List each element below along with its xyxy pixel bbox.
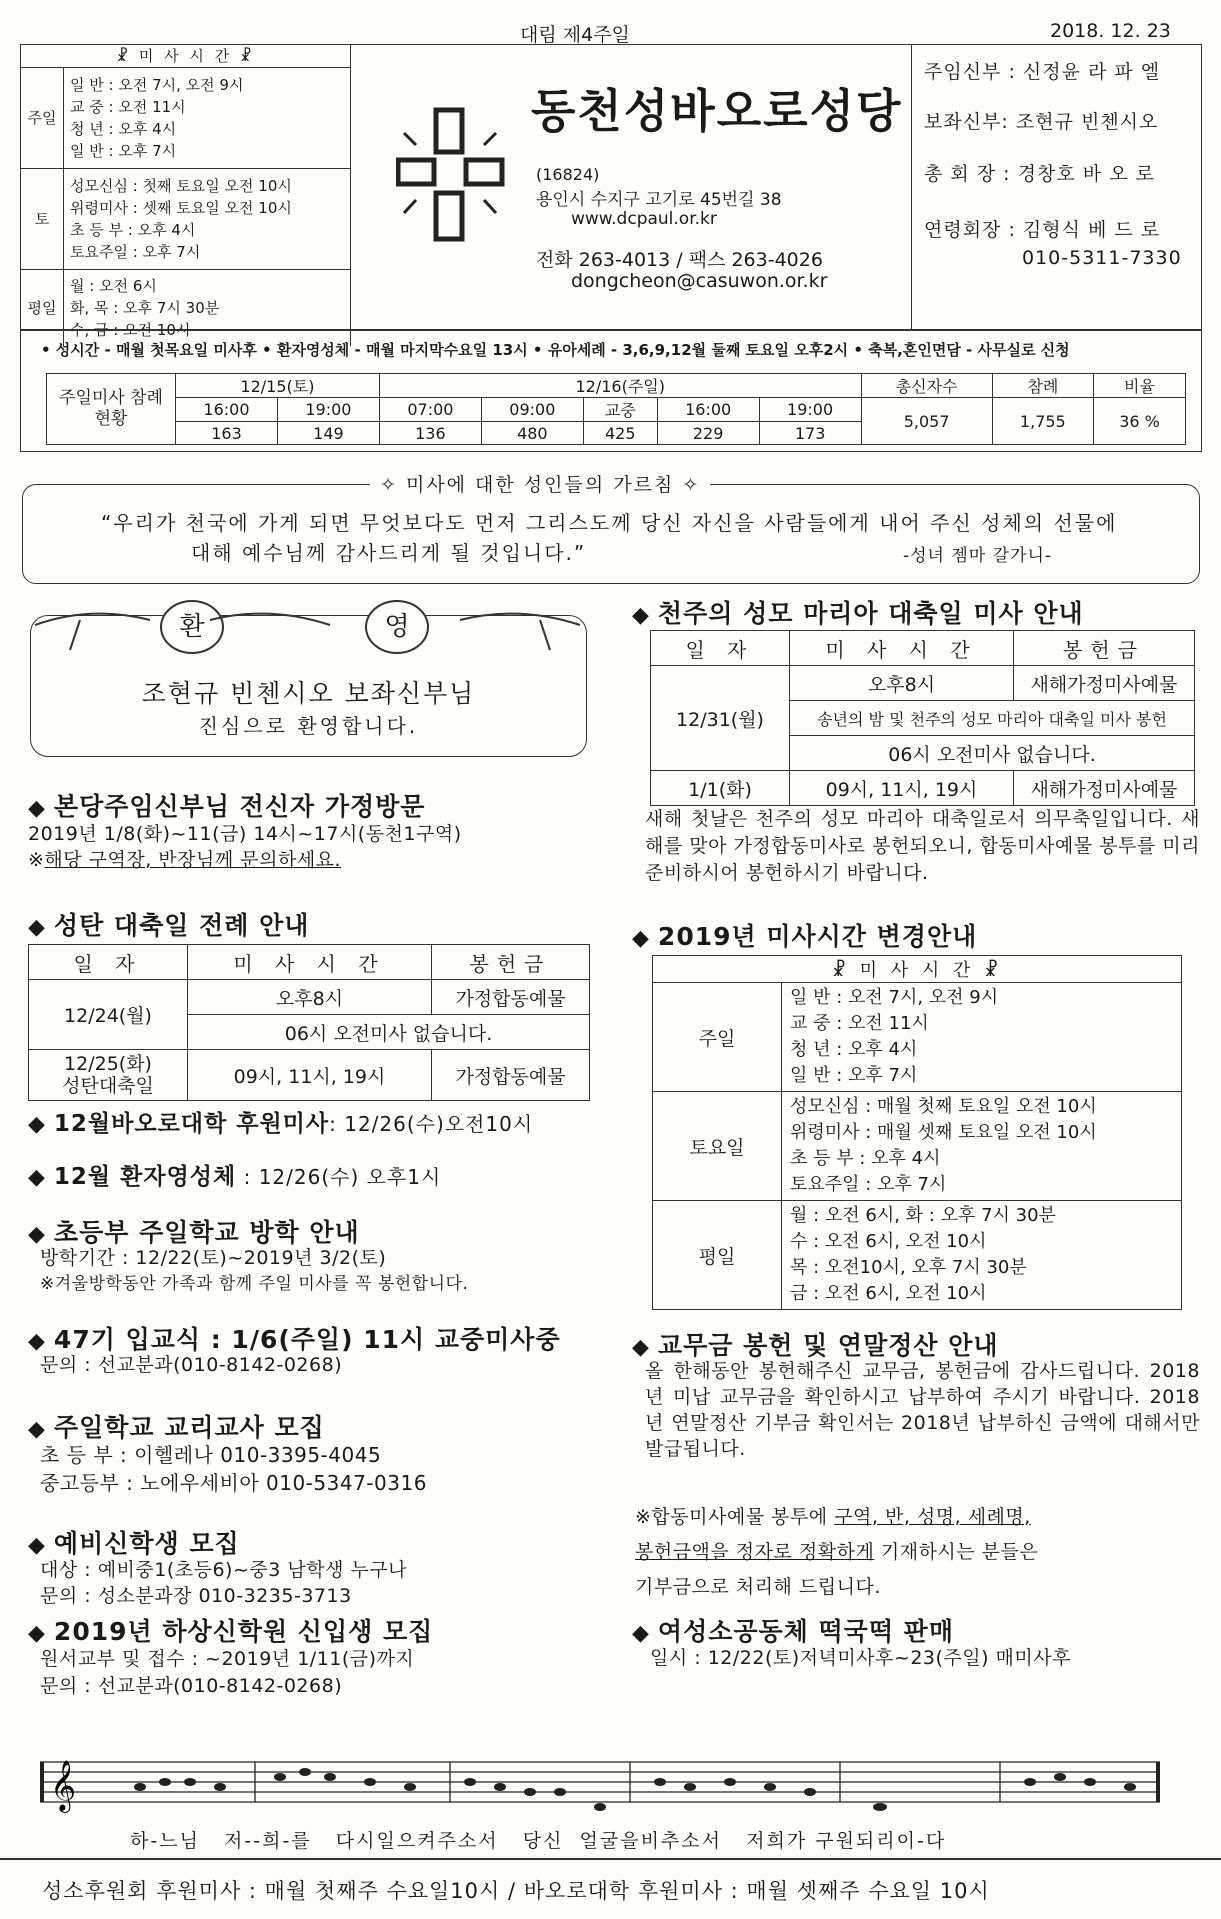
mass-time: 09:00 (481, 398, 583, 422)
mary-title-text: 천주의 성모 마리아 대축일 미사 안내 (657, 599, 1084, 628)
schedule-line: 토요주일 : 오후 7시 (70, 243, 201, 261)
prelim-line1: 대상 : 예비중1(초등6)~중3 남학생 누구나 (40, 1559, 408, 1581)
seminary-line1: 원서교부 및 접수 : ~2019년 1/11(금)까지 (40, 1648, 415, 1670)
schedule-line: 수 : 오전 6시, 오전 10시 (790, 1231, 987, 1252)
mass-schedule-table (21, 45, 351, 346)
univ-title: 12월바오로대학 후원미사 (53, 1111, 330, 1137)
diamond-icon: ◆ (28, 1533, 46, 1558)
schedule-line: 위령미사 : 셋째 토요일 오전 10시 (70, 199, 292, 217)
sick-title: 12월 환자영성체 (53, 1164, 237, 1190)
schedule-line: 성모신심 : 매월 첫째 토요일 오전 10시 (790, 1096, 1097, 1117)
time-cell: 06시 오전미사 없습니다. (790, 736, 1195, 771)
mass-time: 16:00 (657, 398, 759, 422)
newtimes-title (632, 917, 977, 953)
date-cell: 12/24(월) (29, 980, 188, 1050)
schedule-line: 초 등 부 : 오후 4시 (70, 221, 196, 239)
time-cell: 오후8시 (790, 666, 1014, 701)
time-cell: 09시, 11시, 19시 (790, 771, 1014, 806)
dues-note-text: 기재하시는 분들은 (874, 1541, 1039, 1563)
teachers-line1: 초 등 부 : 이헬레나 010-3395-4045 (40, 1443, 382, 1467)
welcome-name: 조현규 빈첸시오 보좌신부님 (141, 679, 476, 708)
visit-title-text: 본당주임신부님 전신자 가정방문 (53, 792, 426, 821)
saturday-label: 토 (21, 169, 64, 270)
christmas-title (28, 906, 309, 942)
visit-note: 해당 구역장, 반장님께 문의하세요. (44, 849, 342, 871)
col-offering: 봉헌금 (1014, 631, 1195, 666)
time-cell: 06시 오전미사 없습니다. (188, 1015, 590, 1050)
date-cell (29, 1050, 188, 1101)
notices-bar: • 성시간 - 매월 첫목요일 미사후 • 환자영성체 - 매월 마지막수요일 13시 • 유아세례 - 3,6,9,12월 둘째 토요일 오후2시 • 축복,혼인면담 - 사무실로 신청 (41, 341, 1070, 359)
weekday-label: 평일 (21, 270, 64, 347)
masthead (20, 44, 1202, 339)
visit-line2 (28, 848, 341, 873)
prelim-title (28, 1524, 240, 1560)
mass-time: 19:00 (759, 398, 861, 422)
diamond-icon: ◆ (632, 1335, 650, 1360)
dues-note-underlined: 구역, 반, 성명, 세례명, (834, 1506, 1031, 1528)
newtimes-title-text: 2019년 미사시간 변경안내 (657, 922, 978, 951)
dues-paragraph: 올 한해동안 봉헌해주신 교무금, 봉헌금에 감사드립니다. 2018년 미납 교무금을 확인하시고 납부하여 주시기 바랍니다. 2018년 연말정산 기부금 확인서는 2018년 납부하신 금액에 대해서만 발급됩니다. (645, 1360, 1200, 1460)
teachers-title (28, 1408, 325, 1444)
welcome-message: 진심으로 환영합니다. (198, 714, 419, 738)
col-offering: 봉헌금 (432, 945, 590, 980)
newtimes-header: ☧ 미 사 시 간 ☧ (653, 956, 1182, 983)
weekday-label: 평일 (653, 1201, 782, 1310)
time-cell: 송년의 밤 및 천주의 성모 마리아 대축일 미사 봉헌 (790, 701, 1195, 736)
diamond-icon: ◆ (28, 1417, 46, 1442)
staff-list (911, 45, 1202, 329)
dues-note-text: 기부금으로 처리해 드립니다. (635, 1576, 881, 1598)
diamond-icon: ◆ (28, 1621, 46, 1646)
mass-time: 16:00 (176, 398, 278, 422)
dues-title (632, 1326, 999, 1362)
col-time: 미 사 시 간 (188, 945, 432, 980)
offering-cell: 가정합동예물 (432, 1050, 590, 1101)
sick-section (28, 1158, 441, 1191)
website-link[interactable]: www.dcpaul.or.kr (571, 209, 717, 229)
ricecake-line1: 일시 : 12/22(토)저녁미사후~23(주일) 매미사후 (650, 1647, 1071, 1669)
svg-text:𝄞: 𝄞 (50, 1760, 77, 1811)
schedule-line: 토요주일 : 오후 7시 (790, 1174, 947, 1195)
diamond-icon: ◆ (28, 1112, 46, 1137)
attend-label: 참례 (992, 374, 1093, 398)
attendance-day: 12/15(토) (176, 374, 380, 398)
univ-detail: : 12/26(수)오전10시 (329, 1112, 534, 1136)
diamond-icon: ◆ (28, 1165, 46, 1190)
assistant-priest: 보좌신부: 조현규 빈첸시오 (924, 111, 1159, 133)
seminary-line2: 문의 : 선교분과(010-8142-0268) (40, 1675, 343, 1697)
schedule-line: 교 중 : 오전 11시 (790, 1013, 929, 1034)
sunday-label: 주일 (653, 983, 782, 1092)
entry-line1: 문의 : 선교분과(010-8142-0268) (40, 1354, 343, 1376)
mary-title (632, 594, 1084, 630)
attendance-label: 주일미사 참례현황 (47, 374, 176, 445)
schedule-line: 금 : 오전 6시, 오전 10시 (790, 1283, 987, 1304)
mass-count: 425 (583, 422, 657, 445)
schedule-line: 수, 금 : 오전 10시 (70, 321, 191, 339)
visit-title (28, 787, 425, 823)
saturday-label: 토요일 (653, 1092, 782, 1201)
schedule-line: 화, 목 : 오후 7시 30분 (70, 299, 220, 317)
seminary-title-text: 2019년 하상신학원 신입생 모집 (53, 1617, 434, 1646)
schedule-line: 교 중 : 오전 11시 (70, 98, 186, 116)
mass-count: 149 (277, 422, 379, 445)
postcode: (16824) (536, 165, 600, 184)
mass-time: 19:00 (277, 398, 379, 422)
mass-count: 229 (657, 422, 759, 445)
entry-title-text: 47기 입교식 : 1/6(주일) 11시 교중미사중 (53, 1325, 561, 1354)
visit-line1: 2019년 1/8(화)~11(금) 14시~17시(동천1구역) (28, 823, 462, 845)
offering-cell: 새해가정미사예물 (1014, 771, 1195, 806)
ribbon-ornament-icon (30, 600, 585, 660)
date-cell: 12/31(월) (651, 666, 790, 771)
mass-count: 173 (759, 422, 861, 445)
diamond-icon: ◆ (28, 1222, 46, 1247)
time-cell: 오후8시 (188, 980, 432, 1015)
diamond-icon: ◆ (28, 1329, 46, 1354)
schedule-line: 일 반 : 오후 7시 (790, 1065, 918, 1086)
prelim-line2: 문의 : 성소분과장 010-3235-3713 (40, 1585, 352, 1607)
mary-table (650, 630, 1195, 806)
attendance-day: 12/16(주일) (379, 374, 861, 398)
song-lyrics: 하-느님 저--희-를 다시일으켜주소서 당신 얼굴을비추소서 저희가 구원되리이-다 (130, 1830, 947, 1852)
funeral-society-head: 연령회장 : 김형식 베 드 로 (924, 219, 1161, 241)
schedule-line: 초 등 부 : 오후 4시 (790, 1148, 941, 1169)
attend-ratio: 36 % (1094, 398, 1186, 445)
schedule-line: 월 : 오전 6시, 화 : 오후 7시 30분 (790, 1205, 1056, 1226)
teaching-title: ✧ 미사에 대한 성인들의 가르침 ✧ (370, 470, 710, 497)
mary-paragraph: 새해 첫날은 천주의 성모 마리아 대축일로서 의무축일입니다. 새해를 맞아 가정합동미사로 봉헌되오니, 합동미사예물 봉투를 미리 준비하시어 봉헌하시기 바랍니다. (645, 808, 1200, 884)
date-cell: 1/1(화) (651, 771, 790, 806)
schedule-line: 월 : 오전 6시 (70, 277, 157, 295)
total-count: 5,057 (861, 398, 992, 445)
time-cell: 09시, 11시, 19시 (188, 1050, 432, 1101)
schedule-line: 위령미사 : 매월 셋째 토요일 오전 10시 (790, 1122, 1097, 1143)
ricecake-title (632, 1612, 954, 1648)
teaching-line1: “우리가 천국에 가게 되면 무엇보다도 먼저 그리스도께 당신 자신을 사람들에게 내어 주신 성체의 선물에 (101, 511, 1118, 535)
church-name: 동천성바오로성당 (531, 84, 903, 138)
school-line2: ※겨울방학동안 가족과 함께 주일 미사를 꼭 봉헌합니다. (40, 1274, 469, 1294)
sunday-label: 주일 (21, 68, 64, 169)
dues-note-text: ※합동미사예물 봉투에 (635, 1506, 835, 1528)
mass-time: 교중 (583, 398, 657, 422)
schedule-line: 일 반 : 오전 7시, 오전 9시 (70, 76, 244, 94)
date-line: 12/25(화) (64, 1053, 152, 1075)
teaching-author: -성녀 젬마 갈가니- (903, 546, 1053, 566)
schedule-title: ☧ 미 사 시 간 ☧ (21, 45, 351, 68)
sick-detail: : 12/26(수) 오후1시 (236, 1165, 442, 1189)
schedule-line: 일 반 : 오후 7시 (70, 142, 177, 160)
diamond-icon: ◆ (28, 796, 46, 821)
music-score-icon (40, 1740, 1180, 1830)
teachers-line2: 중고등부 : 노에우세비아 010-5347-0316 (40, 1471, 427, 1495)
offering-cell: 새해가정미사예물 (1014, 666, 1195, 701)
mass-count: 163 (176, 422, 278, 445)
school-title (28, 1213, 360, 1249)
teachers-title-text: 주일학교 교리교사 모집 (53, 1413, 325, 1442)
total-label: 총신자수 (861, 374, 992, 398)
liturgical-season: 대림 제4주일 (520, 24, 630, 46)
school-title-text: 초등부 주일학교 방학 안내 (53, 1218, 360, 1247)
date-line: 성탄대축일 (62, 1075, 154, 1097)
pastor: 주임신부 : 신정윤 라 파 엘 (924, 61, 1161, 83)
bulletin-date: 2018. 12. 23 (1050, 20, 1171, 42)
teaching-line2: 대해 예수님께 감사드리게 될 것입니다.” (191, 541, 587, 565)
email-link[interactable]: dongcheon@casuwon.or.kr (571, 270, 828, 292)
attend-count: 1,755 (992, 398, 1093, 445)
dues-note (635, 1500, 1200, 1605)
welcome-right-badge: 영 (365, 600, 429, 654)
univ-section (28, 1105, 533, 1138)
ricecake-title-text: 여성소공동체 떡국떡 판매 (657, 1617, 954, 1646)
welcome-left-badge: 환 (160, 600, 224, 654)
newtimes-table (652, 955, 1182, 1310)
diamond-icon: ◆ (28, 915, 46, 940)
council-president: 총 회 장 : 경창호 바 오 로 (924, 163, 1155, 185)
teaching-box (22, 484, 1200, 584)
prelim-title-text: 예비신학생 모집 (53, 1529, 240, 1558)
entry-title (28, 1320, 561, 1356)
christmas-table (28, 944, 590, 1101)
seminary-title (28, 1612, 433, 1648)
schedule-line: 청 년 : 오후 4시 (70, 120, 177, 138)
col-time: 미 사 시 간 (790, 631, 1014, 666)
funeral-society-phone: 010-5311-7330 (1022, 247, 1182, 269)
dues-note-underlined: 봉헌금액을 정자로 정확하게 (635, 1541, 875, 1563)
schedule-line: 성모신심 : 첫째 토요일 오전 10시 (70, 177, 292, 195)
diamond-icon: ◆ (632, 603, 650, 628)
dues-title-text: 교무금 봉헌 및 연말정산 안내 (657, 1331, 999, 1360)
schedule-line: 목 : 오전10시, 오후 7시 30분 (790, 1257, 1027, 1278)
schedule-line: 청 년 : 오후 4시 (790, 1039, 918, 1060)
mass-count: 136 (379, 422, 481, 445)
ratio-label: 비율 (1094, 374, 1186, 398)
col-date: 일 자 (29, 945, 188, 980)
col-date: 일 자 (651, 631, 790, 666)
notices-box (20, 330, 1202, 452)
christmas-title-text: 성탄 대축일 전례 안내 (53, 911, 310, 940)
church-logo-icon (396, 105, 506, 245)
address: 용인시 수지구 고기로 45번길 38 (536, 190, 782, 210)
offering-cell: 가정합동예물 (432, 980, 590, 1015)
diamond-icon: ◆ (632, 1621, 650, 1646)
mass-count: 480 (481, 422, 583, 445)
schedule-line: 일 반 : 오전 7시, 오전 9시 (790, 987, 999, 1008)
mass-time: 07:00 (379, 398, 481, 422)
phone-fax: 전화 263-4013 / 팩스 263-4026 (536, 249, 823, 271)
diamond-icon: ◆ (632, 926, 650, 951)
attendance-table (46, 373, 1186, 445)
note-mark: ※ (28, 849, 45, 871)
school-line1: 방학기간 : 12/22(토)~2019년 3/2(토) (40, 1247, 387, 1269)
footer-divider (0, 1858, 1221, 1860)
footer-text: 성소후원회 후원미사 : 매월 첫째주 수요일10시 / 바오로대학 후원미사 : 매월 셋째주 수요일 10시 (42, 1879, 990, 1903)
